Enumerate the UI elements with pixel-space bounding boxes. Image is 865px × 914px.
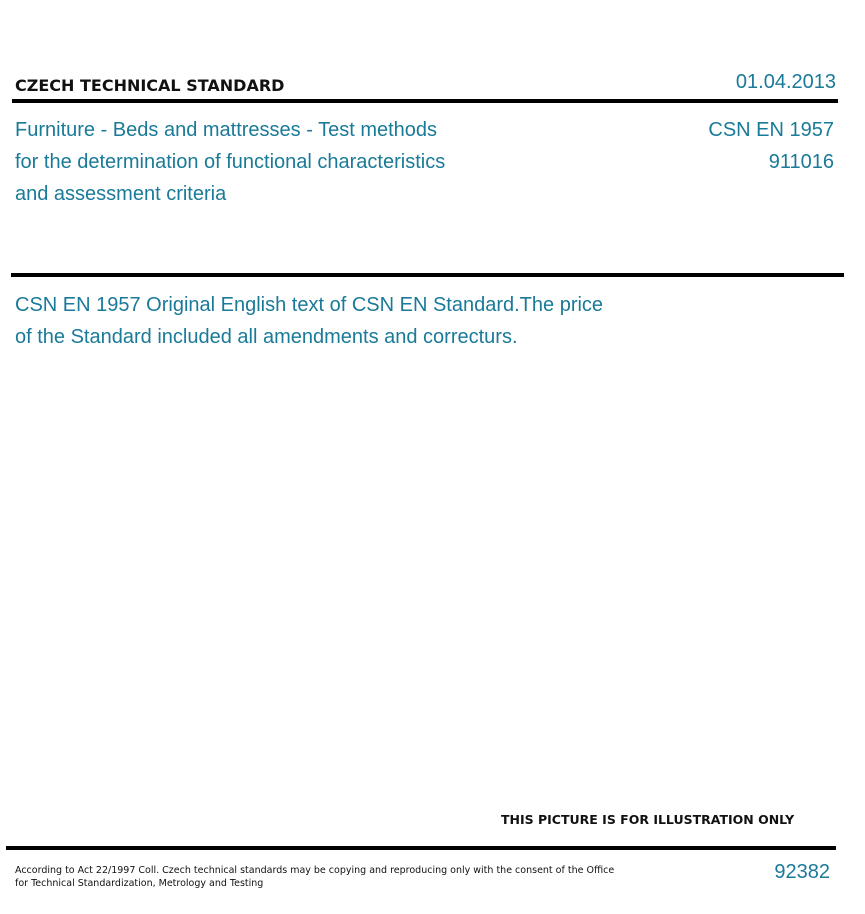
description-line: of the Standard included all amendments and correcturs. [15, 326, 518, 348]
legal-notice-line: for Technical Standardization, Metrology and Testing [15, 878, 264, 889]
section-divider [11, 273, 844, 277]
standard-title [15, 114, 535, 210]
standard-type-heading: CZECH TECHNICAL STANDARD [15, 76, 285, 95]
illustration-disclaimer: THIS PICTURE IS FOR ILLUSTRATION ONLY [501, 812, 795, 827]
standard-title-line: for the determination of functional characteristics [15, 151, 446, 173]
legal-notice [15, 864, 614, 890]
header-divider [12, 99, 838, 103]
catalog-number: 92382 [774, 861, 830, 883]
footer-divider [6, 846, 836, 850]
standard-title-line: Furniture - Beds and mattresses - Test methods [15, 119, 438, 141]
standard-title-line: and assessment criteria [15, 183, 227, 205]
standard-description [15, 289, 715, 353]
standard-codes [708, 114, 834, 178]
legal-notice-line: According to Act 22/1997 Coll. Czech technical standards may be copying and reproducing only with the consent of the Office [15, 865, 615, 876]
description-line: CSN EN 1957 Original English text of CSN EN Standard.The price [15, 294, 604, 316]
standard-code: CSN EN 1957 [708, 119, 834, 141]
classification-number: 911016 [768, 151, 834, 173]
publication-date: 01.04.2013 [735, 71, 836, 93]
